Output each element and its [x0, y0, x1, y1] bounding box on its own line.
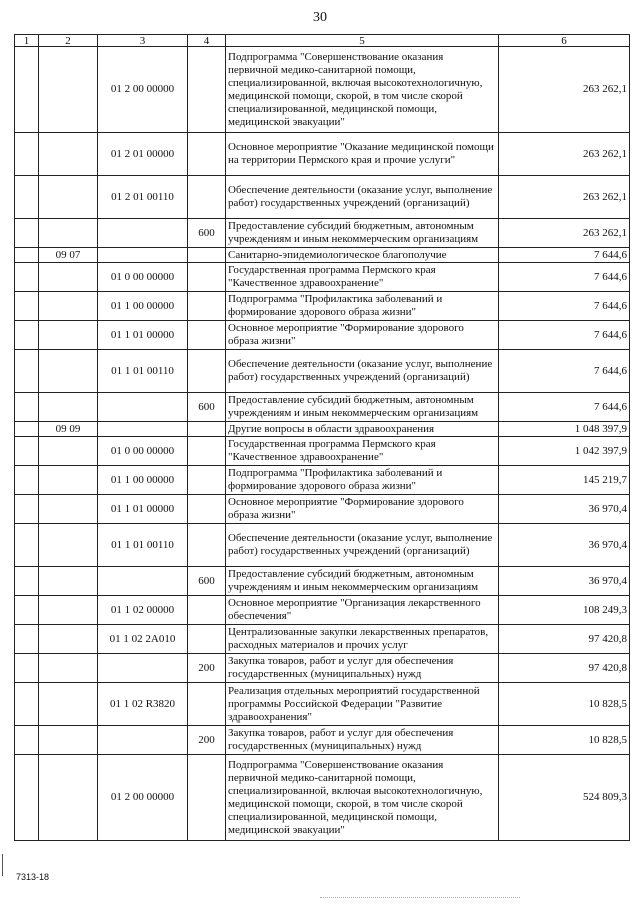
row-name: Основное мероприятие "Формирование здорового образа жизни": [226, 321, 499, 350]
document-code: 7313-18: [16, 872, 50, 882]
row-csr: 01 1 00 00000: [98, 292, 188, 321]
row-amount: 36 970,4: [499, 524, 630, 567]
row-vr: [188, 292, 226, 321]
row-col-1: [15, 263, 39, 292]
row-razdel: [39, 350, 98, 393]
row-col-1: [15, 176, 39, 219]
row-col-1: [15, 219, 39, 248]
table-body: [15, 47, 630, 841]
footer-scan-marks: [320, 897, 520, 901]
row-col-1: [15, 133, 39, 176]
table-row: [15, 393, 630, 422]
row-csr: 01 1 01 00110: [98, 350, 188, 393]
row-name: Предоставление субсидий бюджетным, автономным учреждениям и иным некоммерческим организациям: [226, 219, 499, 248]
row-razdel: [39, 524, 98, 567]
row-amount: 524 809,3: [499, 755, 630, 841]
row-vr: [188, 47, 226, 133]
row-name: Основное мероприятие "Организация лекарственного обеспечения": [226, 596, 499, 625]
table-row: [15, 176, 630, 219]
table-row: [15, 683, 630, 726]
row-col-1: [15, 393, 39, 422]
row-amount: 97 420,8: [499, 625, 630, 654]
row-name: Обеспечение деятельности (оказание услуг, выполнение работ) государственных учреждений (организаций): [226, 176, 499, 219]
row-razdel: [39, 321, 98, 350]
row-razdel: [39, 625, 98, 654]
row-col-1: [15, 292, 39, 321]
table-row: [15, 654, 630, 683]
row-razdel: [39, 466, 98, 495]
row-csr: 01 1 01 00000: [98, 495, 188, 524]
row-razdel: [39, 683, 98, 726]
row-col-1: [15, 726, 39, 755]
row-csr: 01 1 01 00110: [98, 524, 188, 567]
row-razdel: [39, 654, 98, 683]
row-csr: [98, 219, 188, 248]
row-name: Основное мероприятие "Оказание медицинской помощи на территории Пермского края и прочие услуги": [226, 133, 499, 176]
row-csr: 01 2 00 00000: [98, 755, 188, 841]
row-csr: [98, 726, 188, 755]
header-col-5: 5: [226, 35, 499, 47]
row-razdel: [39, 755, 98, 841]
row-vr: [188, 248, 226, 263]
row-vr: [188, 176, 226, 219]
row-razdel: [39, 133, 98, 176]
row-razdel: [39, 219, 98, 248]
row-vr: [188, 422, 226, 437]
row-name: Предоставление субсидий бюджетным, автономным учреждениям и иным некоммерческим организациям: [226, 393, 499, 422]
row-amount: 10 828,5: [499, 683, 630, 726]
row-col-1: [15, 437, 39, 466]
row-col-1: [15, 321, 39, 350]
row-csr: 01 2 01 00110: [98, 176, 188, 219]
row-vr: [188, 133, 226, 176]
row-amount: 145 219,7: [499, 466, 630, 495]
table-row: [15, 263, 630, 292]
row-csr: 01 2 00 00000: [98, 47, 188, 133]
table-row: [15, 350, 630, 393]
row-name: Закупка товаров, работ и услуг для обеспечения государственных (муниципальных) нужд: [226, 726, 499, 755]
table-row: [15, 596, 630, 625]
table-row: [15, 755, 630, 841]
row-csr: 01 0 00 00000: [98, 437, 188, 466]
table-row: [15, 567, 630, 596]
row-col-1: [15, 654, 39, 683]
row-vr: [188, 625, 226, 654]
row-vr: 600: [188, 567, 226, 596]
row-vr: [188, 321, 226, 350]
row-amount: 263 262,1: [499, 219, 630, 248]
row-col-1: [15, 248, 39, 263]
row-csr: 01 1 02 2A010: [98, 625, 188, 654]
row-name: Предоставление субсидий бюджетным, автономным учреждениям и иным некоммерческим организациям: [226, 567, 499, 596]
row-name: Подпрограмма "Совершенствование оказания первичной медико-санитарной помощи, специализированной, включая высокотехнологичную, медицинской помощи, скорой, в том числе скорой специализированной, медицинской помощи, медицинской эвакуации": [226, 47, 499, 133]
header-col-3: 3: [98, 35, 188, 47]
row-amount: 263 262,1: [499, 47, 630, 133]
row-amount: 263 262,1: [499, 133, 630, 176]
row-amount: 1 048 397,9: [499, 422, 630, 437]
row-vr: [188, 596, 226, 625]
row-csr: 01 1 02 R3820: [98, 683, 188, 726]
row-amount: 263 262,1: [499, 176, 630, 219]
row-csr: 01 2 01 00000: [98, 133, 188, 176]
row-razdel: 09 09: [39, 422, 98, 437]
row-name: Подпрограмма "Профилактика заболеваний и формирование здорового образа жизни": [226, 292, 499, 321]
row-csr: 01 1 00 00000: [98, 466, 188, 495]
row-amount: 1 042 397,9: [499, 437, 630, 466]
row-col-1: [15, 524, 39, 567]
row-amount: 10 828,5: [499, 726, 630, 755]
table-row: [15, 133, 630, 176]
table-row: [15, 726, 630, 755]
row-vr: [188, 466, 226, 495]
row-razdel: 09 07: [39, 248, 98, 263]
row-name: Подпрограмма "Профилактика заболеваний и формирование здорового образа жизни": [226, 466, 499, 495]
row-amount: 108 249,3: [499, 596, 630, 625]
row-amount: 7 644,6: [499, 263, 630, 292]
table-row: [15, 466, 630, 495]
row-name: Основное мероприятие "Формирование здорового образа жизни": [226, 495, 499, 524]
row-name: Санитарно-эпидемиологическое благополучие: [226, 248, 499, 263]
row-razdel: [39, 292, 98, 321]
row-amount: 36 970,4: [499, 567, 630, 596]
row-razdel: [39, 393, 98, 422]
row-col-1: [15, 683, 39, 726]
row-razdel: [39, 263, 98, 292]
header-col-4: 4: [188, 35, 226, 47]
row-vr: [188, 755, 226, 841]
row-amount: 7 644,6: [499, 248, 630, 263]
row-name: Подпрограмма "Совершенствование оказания первичной медико-санитарной помощи, специализированной, включая высокотехнологичную, медицинской помощи, скорой, в том числе скорой специализированной, медицинской помощи, медицинской эвакуации": [226, 755, 499, 841]
row-csr: [98, 567, 188, 596]
row-vr: [188, 437, 226, 466]
row-razdel: [39, 567, 98, 596]
row-name: Обеспечение деятельности (оказание услуг, выполнение работ) государственных учреждений (организаций): [226, 350, 499, 393]
row-csr: [98, 654, 188, 683]
row-csr: 01 0 00 00000: [98, 263, 188, 292]
row-col-1: [15, 495, 39, 524]
budget-table: [14, 34, 630, 841]
table-row: [15, 495, 630, 524]
row-csr: 01 1 01 00000: [98, 321, 188, 350]
row-amount: 7 644,6: [499, 292, 630, 321]
row-name: Централизованные закупки лекарственных препаратов, расходных материалов и прочих услуг: [226, 625, 499, 654]
row-csr: [98, 393, 188, 422]
row-csr: [98, 248, 188, 263]
table-row: [15, 625, 630, 654]
table-row: [15, 524, 630, 567]
row-vr: [188, 350, 226, 393]
row-col-1: [15, 755, 39, 841]
row-col-1: [15, 596, 39, 625]
row-name: Обеспечение деятельности (оказание услуг, выполнение работ) государственных учреждений (организаций): [226, 524, 499, 567]
table-row: [15, 321, 630, 350]
row-amount: 7 644,6: [499, 321, 630, 350]
row-amount: 7 644,6: [499, 350, 630, 393]
row-vr: [188, 263, 226, 292]
row-vr: 600: [188, 393, 226, 422]
row-name: Закупка товаров, работ и услуг для обеспечения государственных (муниципальных) нужд: [226, 654, 499, 683]
header-col-6: 6: [499, 35, 630, 47]
row-csr: 01 1 02 00000: [98, 596, 188, 625]
page-number: 30: [313, 10, 327, 25]
row-vr: [188, 524, 226, 567]
margin-line: [2, 854, 3, 876]
row-name: Государственная программа Пермского края "Качественное здравоохранение": [226, 263, 499, 292]
row-col-1: [15, 625, 39, 654]
row-col-1: [15, 350, 39, 393]
header-col-2: 2: [39, 35, 98, 47]
row-razdel: [39, 726, 98, 755]
row-col-1: [15, 422, 39, 437]
row-name: Реализация отдельных мероприятий государственной программы Российской Федерации "Развитие здравоохранения": [226, 683, 499, 726]
row-amount: 36 970,4: [499, 495, 630, 524]
header-col-1: 1: [15, 35, 39, 47]
row-col-1: [15, 567, 39, 596]
table-row: [15, 292, 630, 321]
row-vr: 200: [188, 654, 226, 683]
row-col-1: [15, 47, 39, 133]
row-vr: 200: [188, 726, 226, 755]
row-razdel: [39, 437, 98, 466]
row-razdel: [39, 47, 98, 133]
table-row: [15, 219, 630, 248]
table-row: [15, 422, 630, 437]
header-row: [15, 35, 630, 47]
table-row: [15, 47, 630, 133]
row-vr: [188, 683, 226, 726]
row-csr: [98, 422, 188, 437]
row-razdel: [39, 495, 98, 524]
row-razdel: [39, 596, 98, 625]
row-name: Другие вопросы в области здравоохранения: [226, 422, 499, 437]
table-row: [15, 248, 630, 263]
table-row: [15, 437, 630, 466]
row-amount: 7 644,6: [499, 393, 630, 422]
row-col-1: [15, 466, 39, 495]
row-amount: 97 420,8: [499, 654, 630, 683]
row-vr: [188, 495, 226, 524]
row-razdel: [39, 176, 98, 219]
row-name: Государственная программа Пермского края "Качественное здравоохранение": [226, 437, 499, 466]
row-vr: 600: [188, 219, 226, 248]
